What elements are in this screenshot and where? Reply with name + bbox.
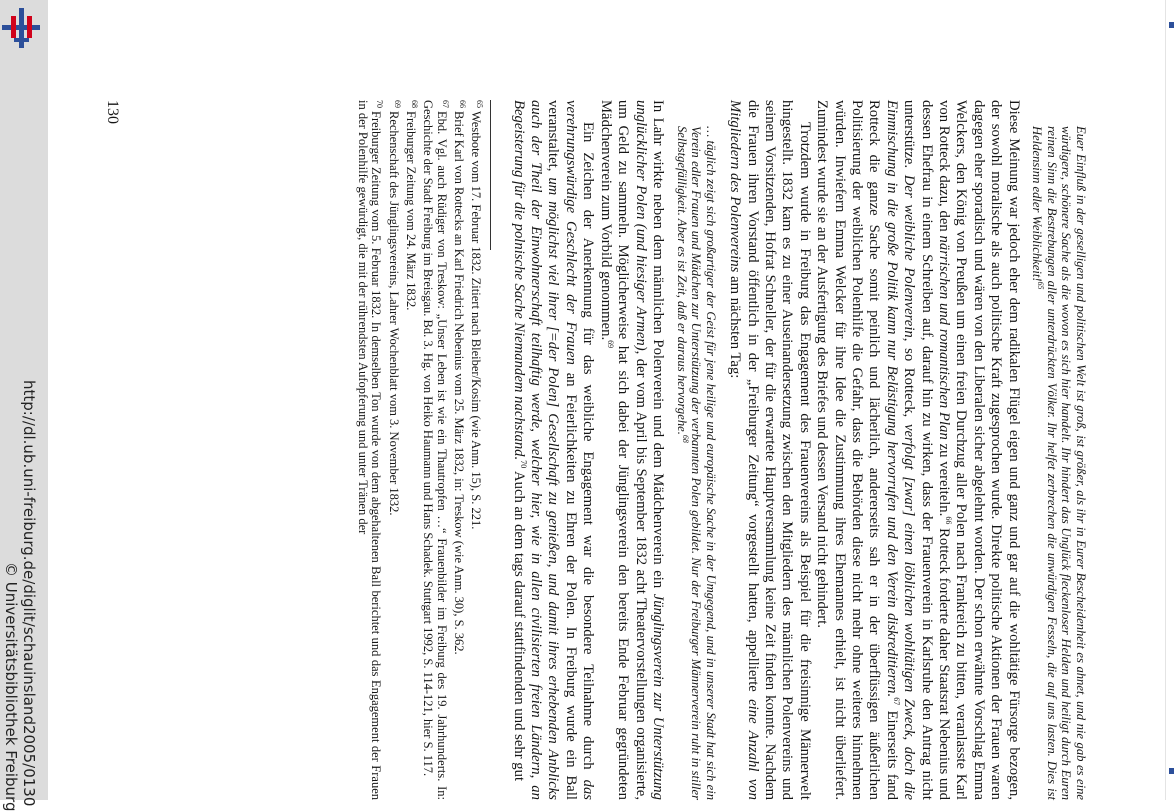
scan-edge: [1165, 0, 1176, 800]
text-emphasis: eine Anzahl von Mitgliedern des Polenvereins: [727, 100, 761, 800]
footnote-text: Rechenschaft des Jünglingsvereins, Lahrer Wochenblatt vom 3. November 1832.: [386, 111, 401, 516]
footnote-ref: 66: [943, 516, 953, 525]
footnote-divider: [490, 100, 491, 250]
text-run: , der vom April bis September 1832 acht Theatervorstellungen organisierte, um Geld zu sammeln. Möglicherweise hat sich dabei der Jünglingsverein den bereits Ende Februar gegründeten Mädchenverein zum Vorbild genommen.: [597, 100, 649, 800]
footnote: [386, 100, 403, 800]
text-run: In Lahr wirkte neben dem männlichen Polenverein und dem Mädchenverein ein: [649, 100, 666, 594]
text-run: Ein Zeichen der Anerkennung für das weibliche Engagement war die besondere Teilnahme durch: [580, 122, 597, 780]
footnote-number: 69: [392, 100, 402, 108]
footnote-ref: 67: [891, 697, 901, 706]
footnote: [469, 100, 486, 800]
footnote-text: Ebd. Vgl. auch Rüdiger von Treskow: „Unser Leben ist wie ein Thautropfen …“ Frauenbilder im Freiburg des 19. Jahrhunderts. In: Geschichte der Stadt Freiburg im Breisgau. Bd. 3. Hg. von Heiko Haumann und Hans Schadek. Stuttgart 1992, S. 114-121, hier S. 117.: [421, 100, 449, 800]
footnote-text: Freiburger Zeitung vom 5. Februar 1832. In demselben Ton wurde von dem abgehaltenen Ball berichtet und das Engagement der Frauen in der Polenhilfe gewürdigt, die mit der rührendsten Aufopferung und unter Tränen der: [355, 100, 384, 800]
text-emphasis: verfolgt [zwar] einen löblichen wohltätigen Zweck, doch die Einmischung in die große Politik kann nur Belästigung hervorrufen und den Verein diskreditieren.: [883, 100, 918, 801]
footnote-ref: 70: [518, 460, 528, 469]
quote-block: [674, 100, 718, 800]
footnote-number: 65: [475, 100, 485, 108]
text-run: Trotzdem wurde in Freiburg das Engagement des Frauenvereins als Beispiel für die freisinnige Männerwelt hingestellt. 1832 kam es zu einer Auseinandersetzung zwischen den Mitgliedern des männlichen Polenvereins und seinem Vorsitzenden, Hofrat Schneller, der für die erwartete Hauptversammlung keine Zeit finden konnte. Nachdem die Frauen ihren Vorstand öffentlich in der „Freiburger Zeitung“ vorgestellt hatten, appellierte: [744, 100, 813, 800]
text-run: Einerseits fand Rotteck die ganze Sache somit peinlich und lächerlich, andererseits sah er in der überflüssigen äußerlichen Politisierung der weiblichen Polenhilfe die Gefahr, dass die Behörden diese nicht mehr ohne weiteres hinnehmen würden. Inwiefern Emma Welcker für ihre Idee die Zustimmung ihres Ehemannes erhielt, ist nicht überliefert. Zumindest wurde sie an der Ausfertigung des Briefes und dessen Versand nicht gehindert.: [814, 100, 900, 800]
ub-freiburg-logo-icon[interactable]: [2, 8, 40, 48]
paragraph: [596, 100, 666, 800]
footnote-text: Brief Karl von Rottecks an Karl Friedrich Nebenius vom 25. März 1832, in: Treskow (wie Anm. 30), S. 362.: [451, 111, 466, 655]
footnote-number: 67: [440, 100, 450, 108]
footnote-number: 70: [375, 100, 385, 108]
text-emphasis: das verehrungswürdige Geschlecht der Frauen: [562, 100, 597, 800]
edge-mark: [1169, 22, 1174, 28]
paragraph: [509, 100, 596, 800]
paragraph: [813, 100, 1022, 800]
footnotes: [356, 100, 487, 800]
footnote-ref: 68: [680, 434, 690, 443]
text-run: Rotteck forderte daher Staatsrat Nebenius und dessen Ehefrau in einem Schreiben auf, darauf hin zu wirken, dass der Frauenverein in Karlsruhe den Antrag nicht unterstütze.: [901, 100, 952, 801]
footnote-number: 66: [457, 100, 467, 108]
text-emphasis: närrischen und romantischen Plan: [936, 235, 952, 440]
text-run: am nächsten Tag:: [727, 272, 744, 379]
text-emphasis: um möglichst viel ihrer [=der Polen] Gesellschaft zu genießen, und damit ihres erhebenden Anblicks auch der Theil der Einwohnerschaft teilhaftig werde, welcher hier, wie in allen civilisierten freien Ländern, an Begeisterung für die polnische Sache Niemandem nachstand.: [510, 100, 562, 800]
paragraph: [726, 100, 813, 800]
footnote-ref: 65: [1036, 281, 1046, 290]
text-run: an Feierlichkeiten zu Ehren der Polen. In Freiburg wurde ein Ball veranstaltet,: [545, 100, 579, 800]
text-run: zu vereiteln.: [936, 439, 952, 517]
copyright-notice: © Universitätsbibliothek Freiburg: [2, 562, 20, 811]
text-emphasis: Jünglingsverein zur Unterstützung unglücklicher Polen (und hiesiger Armen): [632, 100, 666, 800]
footnote: [421, 100, 452, 800]
footnote-text: Westbote vom 17. Februar 1832. Zitiert nach Bleiber/Kosim (wie Anm. 15), S. 221.: [469, 111, 484, 530]
text-emphasis: Der weibliche Polenverein: [901, 174, 918, 338]
text-run: , so Rotteck,: [901, 337, 918, 424]
page-number: 130: [104, 100, 122, 124]
viewer-sidebar: [0, 0, 49, 811]
footnote: [452, 100, 469, 800]
text-run: Auch an dem tags darauf stattfindenden und sehr gut: [510, 468, 527, 782]
text-run: Diese Meinung war jedoch eher dem radikalen Flügel eigen und ganz und gar auf die wohltätige Fürsorge bezogen, der sowohl moralische als auch politische Kraft zugesprochen wurde. Direkte politische Aktionen der Frauen waren dagegen eher sporadisch und wären von den Liberalen sicher abgelehnt worden. Der schon erwähnte Vorschlag Emma Welckers, den König von Preußen um einen freien Durchzug aller Polen nach Frankreich zu bitten, veranlasste Karl von Rotteck dazu, den: [936, 100, 1022, 800]
edge-mark: [1169, 768, 1174, 774]
quote-text: Euer Einfluß in der geselligen und politischen Welt ist groß, ist größer, als ihr in Eurer Bescheidenheit es ahnet, und nie gab es eine würdigere, schönere Sache als die wovon es sich hier handelt. Ihr hindert das Unglück fleckenloser Helden und heiligt durch Euren reinen Sinn die Bestrebungen aller unterdrückten Völker. Ihr helfet zerbrechen die unwürdigen Fesseln, die auf uns lasten. Dies ist Heldensinn edler Weiblichkeit!: [1030, 126, 1088, 800]
quote-block: [1030, 100, 1088, 800]
footnote: [404, 100, 421, 800]
footnote-number: 68: [410, 100, 419, 108]
quote-text: … täglich zeigt sich großartiger der Geist für jene heilige und europäische Sache in der Umgegend, und in unserer Stadt hat sich ein Verein edler Frauen und Mädchen zur Unterstützung der verbannten Polen gebildet. Nur der Freiburger Männerverein ruht in stiller Selbstgefälligkeit. Aber es ist Zeit, daß er daraus hervorgehe.: [674, 126, 718, 800]
document-url[interactable]: http://dl.ub.uni-freiburg.de/diglit/schauinsland2005/0130: [20, 380, 38, 807]
footnote-ref: 69: [605, 340, 615, 349]
footnote-text: Freiburger Zeitung vom 24. März 1832.: [403, 111, 418, 311]
document-page: [98, 100, 1088, 800]
footnote: [356, 100, 387, 800]
